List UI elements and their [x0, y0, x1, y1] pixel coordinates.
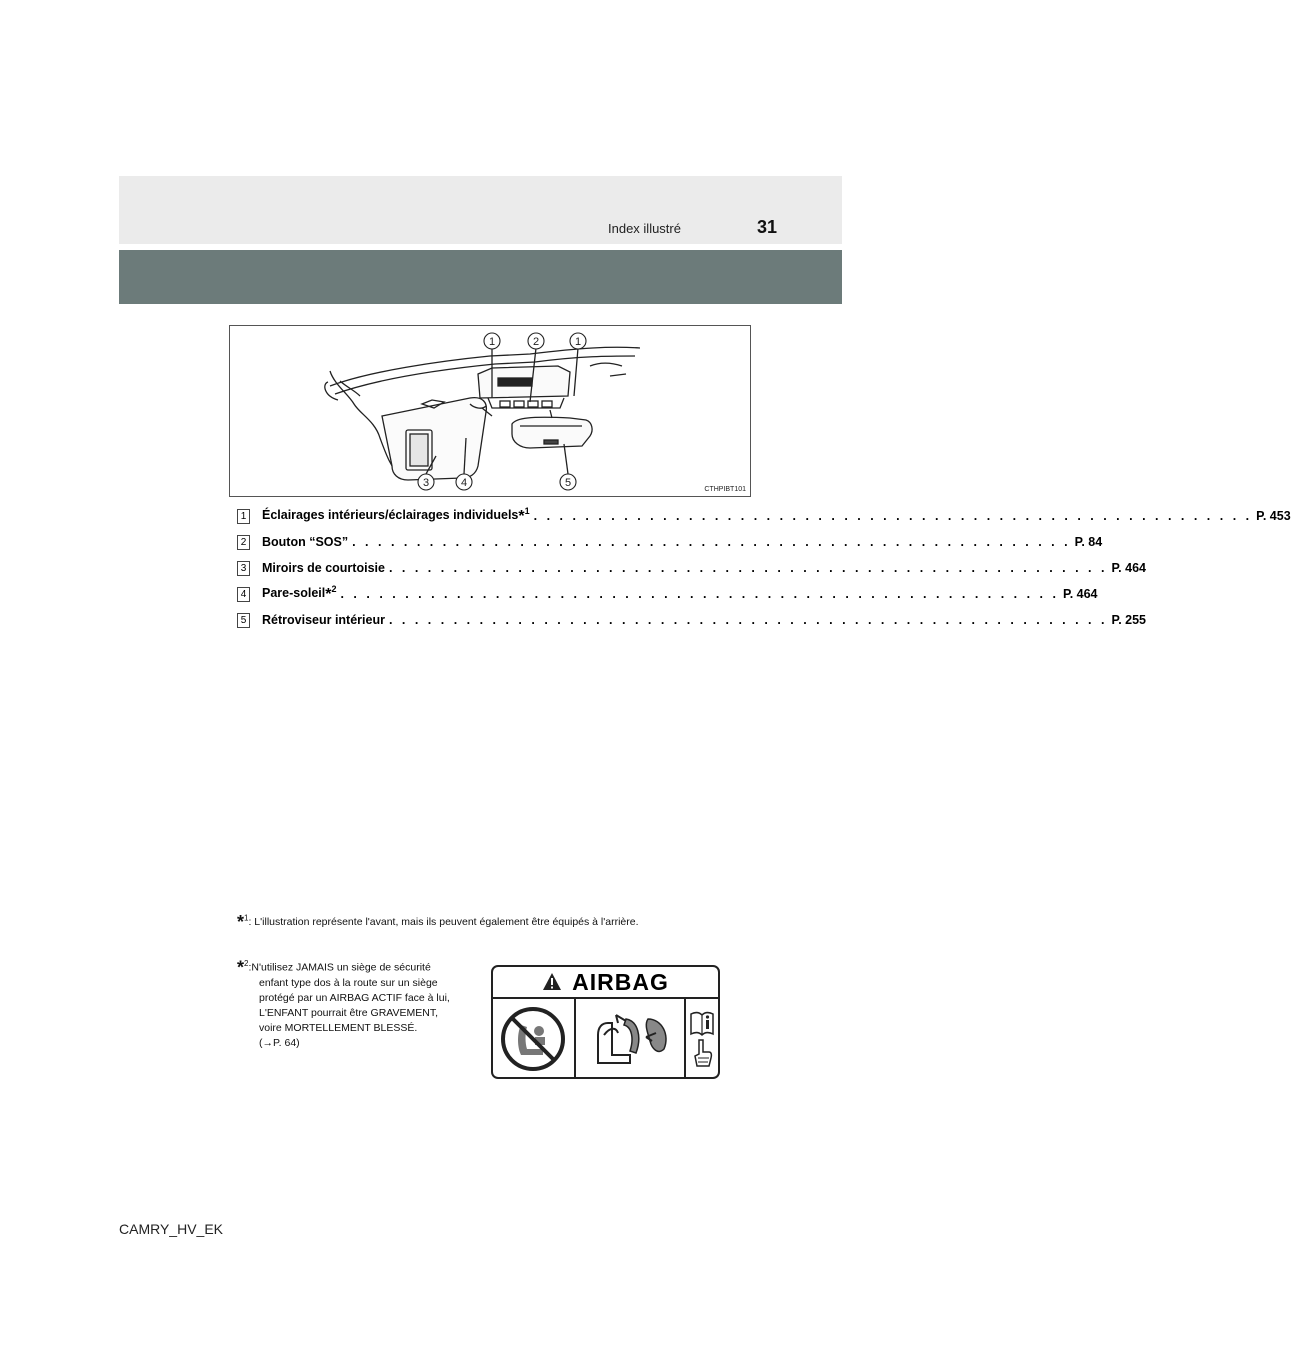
- item-label: Bouton “SOS”: [262, 535, 349, 549]
- pointing-hand-icon: [691, 1038, 713, 1068]
- page-reference-link[interactable]: P. 255: [1111, 613, 1146, 627]
- footnote-line: enfant type dos à la route sur un siège: [259, 976, 438, 989]
- leader-dots: . . . . . . . . . . . . . . . . . . . . . . . . . . . . . . . . . . . . . . . . . . . . . . . . . . . . . . . .: [388, 561, 1108, 575]
- leader-dots: . . . . . . . . . . . . . . . . . . . . . . . . . . . . . . . . . . . . . . . . . . . . . . . . . . . . . . . .: [352, 535, 1071, 549]
- footnote-line: L'ENFANT pourrait être GRAVEMENT,: [259, 1006, 439, 1019]
- interior-ceiling-illustration: [229, 325, 751, 497]
- header-band: [119, 176, 842, 244]
- item-number: 1: [237, 509, 250, 524]
- page-number: 31: [757, 217, 778, 237]
- airbag-word: AIRBAG: [572, 968, 669, 995]
- airbag-warning-label: [491, 965, 720, 1079]
- list-item[interactable]: [237, 529, 1103, 555]
- airbag-label-header: [493, 967, 718, 999]
- footnote-star: *: [237, 957, 245, 978]
- no-rear-facing-seat-panel: [493, 999, 576, 1079]
- callout-2-label: 2: [532, 336, 540, 348]
- item-label: Rétroviseur intérieur: [262, 613, 385, 627]
- component-list: [237, 503, 1291, 633]
- footnote-line: voire MORTELLEMENT BLESSÉ.: [259, 1021, 418, 1034]
- list-item[interactable]: [237, 581, 1098, 607]
- owners-manual-icon: [689, 1010, 715, 1038]
- leader-dots: . . . . . . . . . . . . . . . . . . . . . . . . . . . . . . . . . . . . . . . . . . . . . . . . . . . . . . . .: [533, 509, 1253, 523]
- callout-5-label: 5: [564, 477, 572, 489]
- footnote-link[interactable]: (→P. 64): [259, 1036, 300, 1049]
- item-number: 2: [237, 535, 250, 550]
- overhead-console-drawing: [230, 326, 750, 496]
- page-reference-link[interactable]: P. 464: [1062, 587, 1098, 601]
- airbag-deployment-icon: [582, 1005, 678, 1073]
- item-label: Miroirs de courtoisie: [262, 561, 385, 575]
- warning-triangle-icon: [542, 972, 562, 992]
- callout-1-right-label: 1: [574, 336, 582, 348]
- item-number: 3: [237, 561, 250, 576]
- callout-1-left-label: 1: [488, 336, 496, 348]
- callout-3-label: 3: [422, 477, 430, 489]
- leader-dots: . . . . . . . . . . . . . . . . . . . . . . . . . . . . . . . . . . . . . . . . . . . . . . . . . . . . . . . .: [340, 587, 1059, 601]
- item-number: 5: [237, 613, 250, 628]
- list-item[interactable]: [237, 555, 1146, 581]
- footnote-1: *$^1$: L'illustration représente l'avant, mais ils peuvent également être équipés à l'arrière.: [237, 912, 639, 932]
- page-reference-link[interactable]: P. 84: [1074, 535, 1103, 549]
- list-item[interactable]: [237, 503, 1291, 529]
- illustration-code: CTHPIBT101: [704, 486, 746, 493]
- item-number: 4: [237, 587, 250, 602]
- page-reference-link[interactable]: P. 453: [1256, 509, 1291, 523]
- prohibited-child-seat-icon: [499, 1005, 567, 1073]
- model-code: CAMRY_HV_EK: [119, 1221, 224, 1237]
- page-reference-link[interactable]: P. 464: [1111, 561, 1146, 575]
- header-bar: [119, 250, 842, 304]
- item-label: Éclairages intérieurs/éclairages individuels*$^1$: [262, 505, 530, 526]
- footnote-line: protégé par un AIRBAG ACTIF face à lui,: [259, 991, 450, 1004]
- section-title: Index illustré: [608, 221, 681, 236]
- item-label: Pare-soleil*$^2$: [262, 583, 337, 604]
- callout-4-label: 4: [460, 477, 468, 489]
- list-item[interactable]: [237, 607, 1146, 633]
- leader-dots: . . . . . . . . . . . . . . . . . . . . . . . . . . . . . . . . . . . . . . . . . . . . . . . . . . . . . . . .: [388, 613, 1108, 627]
- manual-reference-panel: [686, 999, 718, 1079]
- footnote-star: *: [237, 912, 245, 932]
- footnote-2: *$^2$:N'utilisez JAMAIS un siège de sécurité enfant type dos à la route sur un siège protégé par un AIRBAG ACTIF face à lui, L'ENFANT pourrait être GRAVEMENT, voire MORTELLEMENT BLESSÉ. (→P. 64): [237, 956, 477, 1051]
- airbag-deploy-panel: [576, 999, 686, 1079]
